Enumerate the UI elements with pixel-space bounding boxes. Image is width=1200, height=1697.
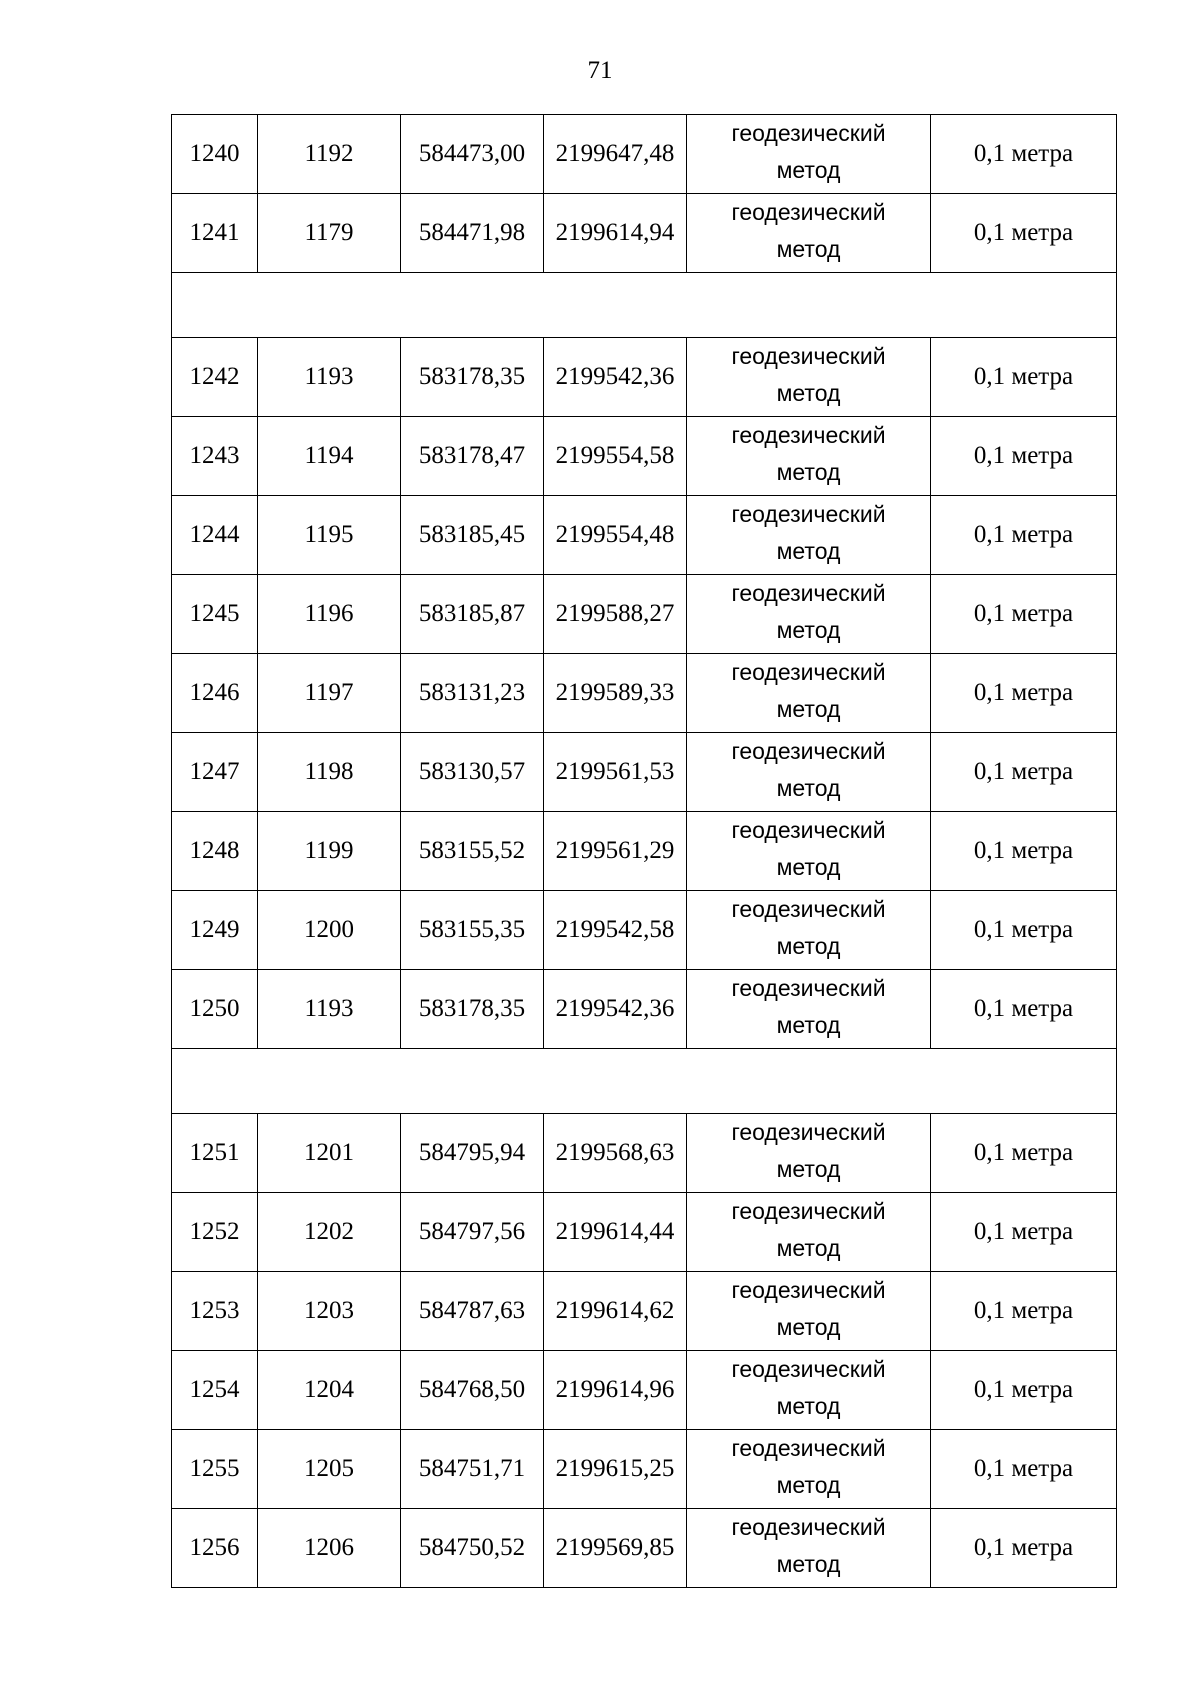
accuracy-cell: 0,1 метра <box>931 1272 1117 1351</box>
row-number-cell: 1244 <box>172 496 258 575</box>
accuracy-cell: 0,1 метра <box>931 496 1117 575</box>
method-cell <box>687 115 931 194</box>
y-coordinate-cell: 2199614,94 <box>544 194 687 273</box>
point-number-cell: 1196 <box>258 575 401 654</box>
method-line-2: метод <box>776 236 841 262</box>
row-number-cell: 1241 <box>172 194 258 273</box>
y-coordinate-cell: 2199561,29 <box>544 812 687 891</box>
method-line-1: геодезический <box>731 1198 886 1224</box>
accuracy-cell: 0,1 метра <box>931 1114 1117 1193</box>
point-number-cell: 1193 <box>258 970 401 1049</box>
table-row <box>172 417 1117 496</box>
method-line-2: метод <box>776 1156 841 1182</box>
x-coordinate-cell: 584471,98 <box>401 194 544 273</box>
method-line-1: геодезический <box>731 1119 886 1145</box>
x-coordinate-cell: 583185,87 <box>401 575 544 654</box>
point-number-cell: 1201 <box>258 1114 401 1193</box>
method-cell <box>687 338 931 417</box>
accuracy-cell: 0,1 метра <box>931 812 1117 891</box>
accuracy-cell: 0,1 метра <box>931 891 1117 970</box>
point-number-cell: 1197 <box>258 654 401 733</box>
method-line-1: геодезический <box>731 501 886 527</box>
x-coordinate-cell: 584797,56 <box>401 1193 544 1272</box>
accuracy-cell: 0,1 метра <box>931 417 1117 496</box>
point-number-cell: 1193 <box>258 338 401 417</box>
x-coordinate-cell: 584787,63 <box>401 1272 544 1351</box>
method-cell <box>687 417 931 496</box>
coordinates-table <box>171 114 1117 1588</box>
table-row <box>172 194 1117 273</box>
table-row <box>172 1193 1117 1272</box>
point-number-cell: 1205 <box>258 1430 401 1509</box>
method-line-1: геодезический <box>731 422 886 448</box>
method-line-2: метод <box>776 617 841 643</box>
table-row <box>172 115 1117 194</box>
table-group-separator-row <box>172 273 1117 338</box>
row-number-cell: 1243 <box>172 417 258 496</box>
method-line-1: геодезический <box>731 1514 886 1540</box>
y-coordinate-cell: 2199542,58 <box>544 891 687 970</box>
method-cell <box>687 654 931 733</box>
method-line-2: метод <box>776 1314 841 1340</box>
accuracy-cell: 0,1 метра <box>931 970 1117 1049</box>
x-coordinate-cell: 583185,45 <box>401 496 544 575</box>
method-line-2: метод <box>776 933 841 959</box>
y-coordinate-cell: 2199554,48 <box>544 496 687 575</box>
table-row <box>172 1509 1117 1588</box>
row-number-cell: 1256 <box>172 1509 258 1588</box>
x-coordinate-cell: 583155,35 <box>401 891 544 970</box>
row-number-cell: 1240 <box>172 115 258 194</box>
method-line-2: метод <box>776 696 841 722</box>
table-row <box>172 1272 1117 1351</box>
method-cell <box>687 1351 931 1430</box>
accuracy-cell: 0,1 метра <box>931 1430 1117 1509</box>
x-coordinate-cell: 583130,57 <box>401 733 544 812</box>
accuracy-cell: 0,1 метра <box>931 733 1117 812</box>
y-coordinate-cell: 2199614,96 <box>544 1351 687 1430</box>
row-number-cell: 1249 <box>172 891 258 970</box>
y-coordinate-cell: 2199561,53 <box>544 733 687 812</box>
point-number-cell: 1200 <box>258 891 401 970</box>
row-number-cell: 1253 <box>172 1272 258 1351</box>
accuracy-cell: 0,1 метра <box>931 654 1117 733</box>
y-coordinate-cell: 2199615,25 <box>544 1430 687 1509</box>
table-row <box>172 575 1117 654</box>
row-number-cell: 1255 <box>172 1430 258 1509</box>
method-line-1: геодезический <box>731 343 886 369</box>
point-number-cell: 1179 <box>258 194 401 273</box>
accuracy-cell: 0,1 метра <box>931 194 1117 273</box>
method-line-2: метод <box>776 538 841 564</box>
point-number-cell: 1206 <box>258 1509 401 1588</box>
x-coordinate-cell: 584473,00 <box>401 115 544 194</box>
method-line-1: геодезический <box>731 659 886 685</box>
accuracy-cell: 0,1 метра <box>931 338 1117 417</box>
method-line-1: геодезический <box>731 817 886 843</box>
row-number-cell: 1254 <box>172 1351 258 1430</box>
x-coordinate-cell: 583178,35 <box>401 970 544 1049</box>
method-cell <box>687 1114 931 1193</box>
x-coordinate-cell: 583131,23 <box>401 654 544 733</box>
y-coordinate-cell: 2199569,85 <box>544 1509 687 1588</box>
y-coordinate-cell: 2199589,33 <box>544 654 687 733</box>
method-cell <box>687 496 931 575</box>
table-group-separator-cell <box>172 1049 1117 1114</box>
table-row <box>172 812 1117 891</box>
row-number-cell: 1251 <box>172 1114 258 1193</box>
table-row <box>172 496 1117 575</box>
row-number-cell: 1250 <box>172 970 258 1049</box>
row-number-cell: 1248 <box>172 812 258 891</box>
table-row <box>172 654 1117 733</box>
method-line-1: геодезический <box>731 1277 886 1303</box>
accuracy-cell: 0,1 метра <box>931 115 1117 194</box>
row-number-cell: 1245 <box>172 575 258 654</box>
point-number-cell: 1202 <box>258 1193 401 1272</box>
y-coordinate-cell: 2199542,36 <box>544 338 687 417</box>
x-coordinate-cell: 584768,50 <box>401 1351 544 1430</box>
method-line-2: метод <box>776 157 841 183</box>
method-cell <box>687 575 931 654</box>
method-line-1: геодезический <box>731 580 886 606</box>
y-coordinate-cell: 2199614,44 <box>544 1193 687 1272</box>
method-line-2: метод <box>776 1235 841 1261</box>
table-group-separator-cell <box>172 273 1117 338</box>
method-line-1: геодезический <box>731 1435 886 1461</box>
method-line-2: метод <box>776 1012 841 1038</box>
table-row <box>172 733 1117 812</box>
method-cell <box>687 1430 931 1509</box>
coordinates-table-body <box>172 115 1117 1588</box>
method-line-2: метод <box>776 775 841 801</box>
y-coordinate-cell: 2199554,58 <box>544 417 687 496</box>
row-number-cell: 1242 <box>172 338 258 417</box>
y-coordinate-cell: 2199588,27 <box>544 575 687 654</box>
method-cell <box>687 1509 931 1588</box>
point-number-cell: 1195 <box>258 496 401 575</box>
method-line-2: метод <box>776 380 841 406</box>
method-cell <box>687 194 931 273</box>
method-line-1: геодезический <box>731 120 886 146</box>
method-line-2: метод <box>776 459 841 485</box>
method-cell <box>687 1272 931 1351</box>
x-coordinate-cell: 583155,52 <box>401 812 544 891</box>
accuracy-cell: 0,1 метра <box>931 575 1117 654</box>
accuracy-cell: 0,1 метра <box>931 1351 1117 1430</box>
x-coordinate-cell: 584751,71 <box>401 1430 544 1509</box>
method-line-1: геодезический <box>731 975 886 1001</box>
accuracy-cell: 0,1 метра <box>931 1193 1117 1272</box>
accuracy-cell: 0,1 метра <box>931 1509 1117 1588</box>
row-number-cell: 1252 <box>172 1193 258 1272</box>
point-number-cell: 1194 <box>258 417 401 496</box>
table-row <box>172 970 1117 1049</box>
method-line-1: геодезический <box>731 199 886 225</box>
table-row <box>172 1351 1117 1430</box>
method-cell <box>687 733 931 812</box>
method-line-2: метод <box>776 1393 841 1419</box>
point-number-cell: 1192 <box>258 115 401 194</box>
point-number-cell: 1198 <box>258 733 401 812</box>
method-line-1: геодезический <box>731 896 886 922</box>
point-number-cell: 1199 <box>258 812 401 891</box>
table-row <box>172 1114 1117 1193</box>
y-coordinate-cell: 2199568,63 <box>544 1114 687 1193</box>
method-cell <box>687 812 931 891</box>
row-number-cell: 1246 <box>172 654 258 733</box>
x-coordinate-cell: 584795,94 <box>401 1114 544 1193</box>
method-line-2: метод <box>776 854 841 880</box>
y-coordinate-cell: 2199542,36 <box>544 970 687 1049</box>
row-number-cell: 1247 <box>172 733 258 812</box>
method-line-2: метод <box>776 1472 841 1498</box>
page-number: 71 <box>587 57 613 84</box>
method-cell <box>687 1193 931 1272</box>
method-line-2: метод <box>776 1551 841 1577</box>
table-group-separator-row <box>172 1049 1117 1114</box>
table-row <box>172 338 1117 417</box>
method-cell <box>687 891 931 970</box>
x-coordinate-cell: 583178,47 <box>401 417 544 496</box>
method-cell <box>687 970 931 1049</box>
table-row <box>172 891 1117 970</box>
y-coordinate-cell: 2199647,48 <box>544 115 687 194</box>
x-coordinate-cell: 583178,35 <box>401 338 544 417</box>
x-coordinate-cell: 584750,52 <box>401 1509 544 1588</box>
method-line-1: геодезический <box>731 1356 886 1382</box>
table-row <box>172 1430 1117 1509</box>
y-coordinate-cell: 2199614,62 <box>544 1272 687 1351</box>
point-number-cell: 1204 <box>258 1351 401 1430</box>
method-line-1: геодезический <box>731 738 886 764</box>
point-number-cell: 1203 <box>258 1272 401 1351</box>
